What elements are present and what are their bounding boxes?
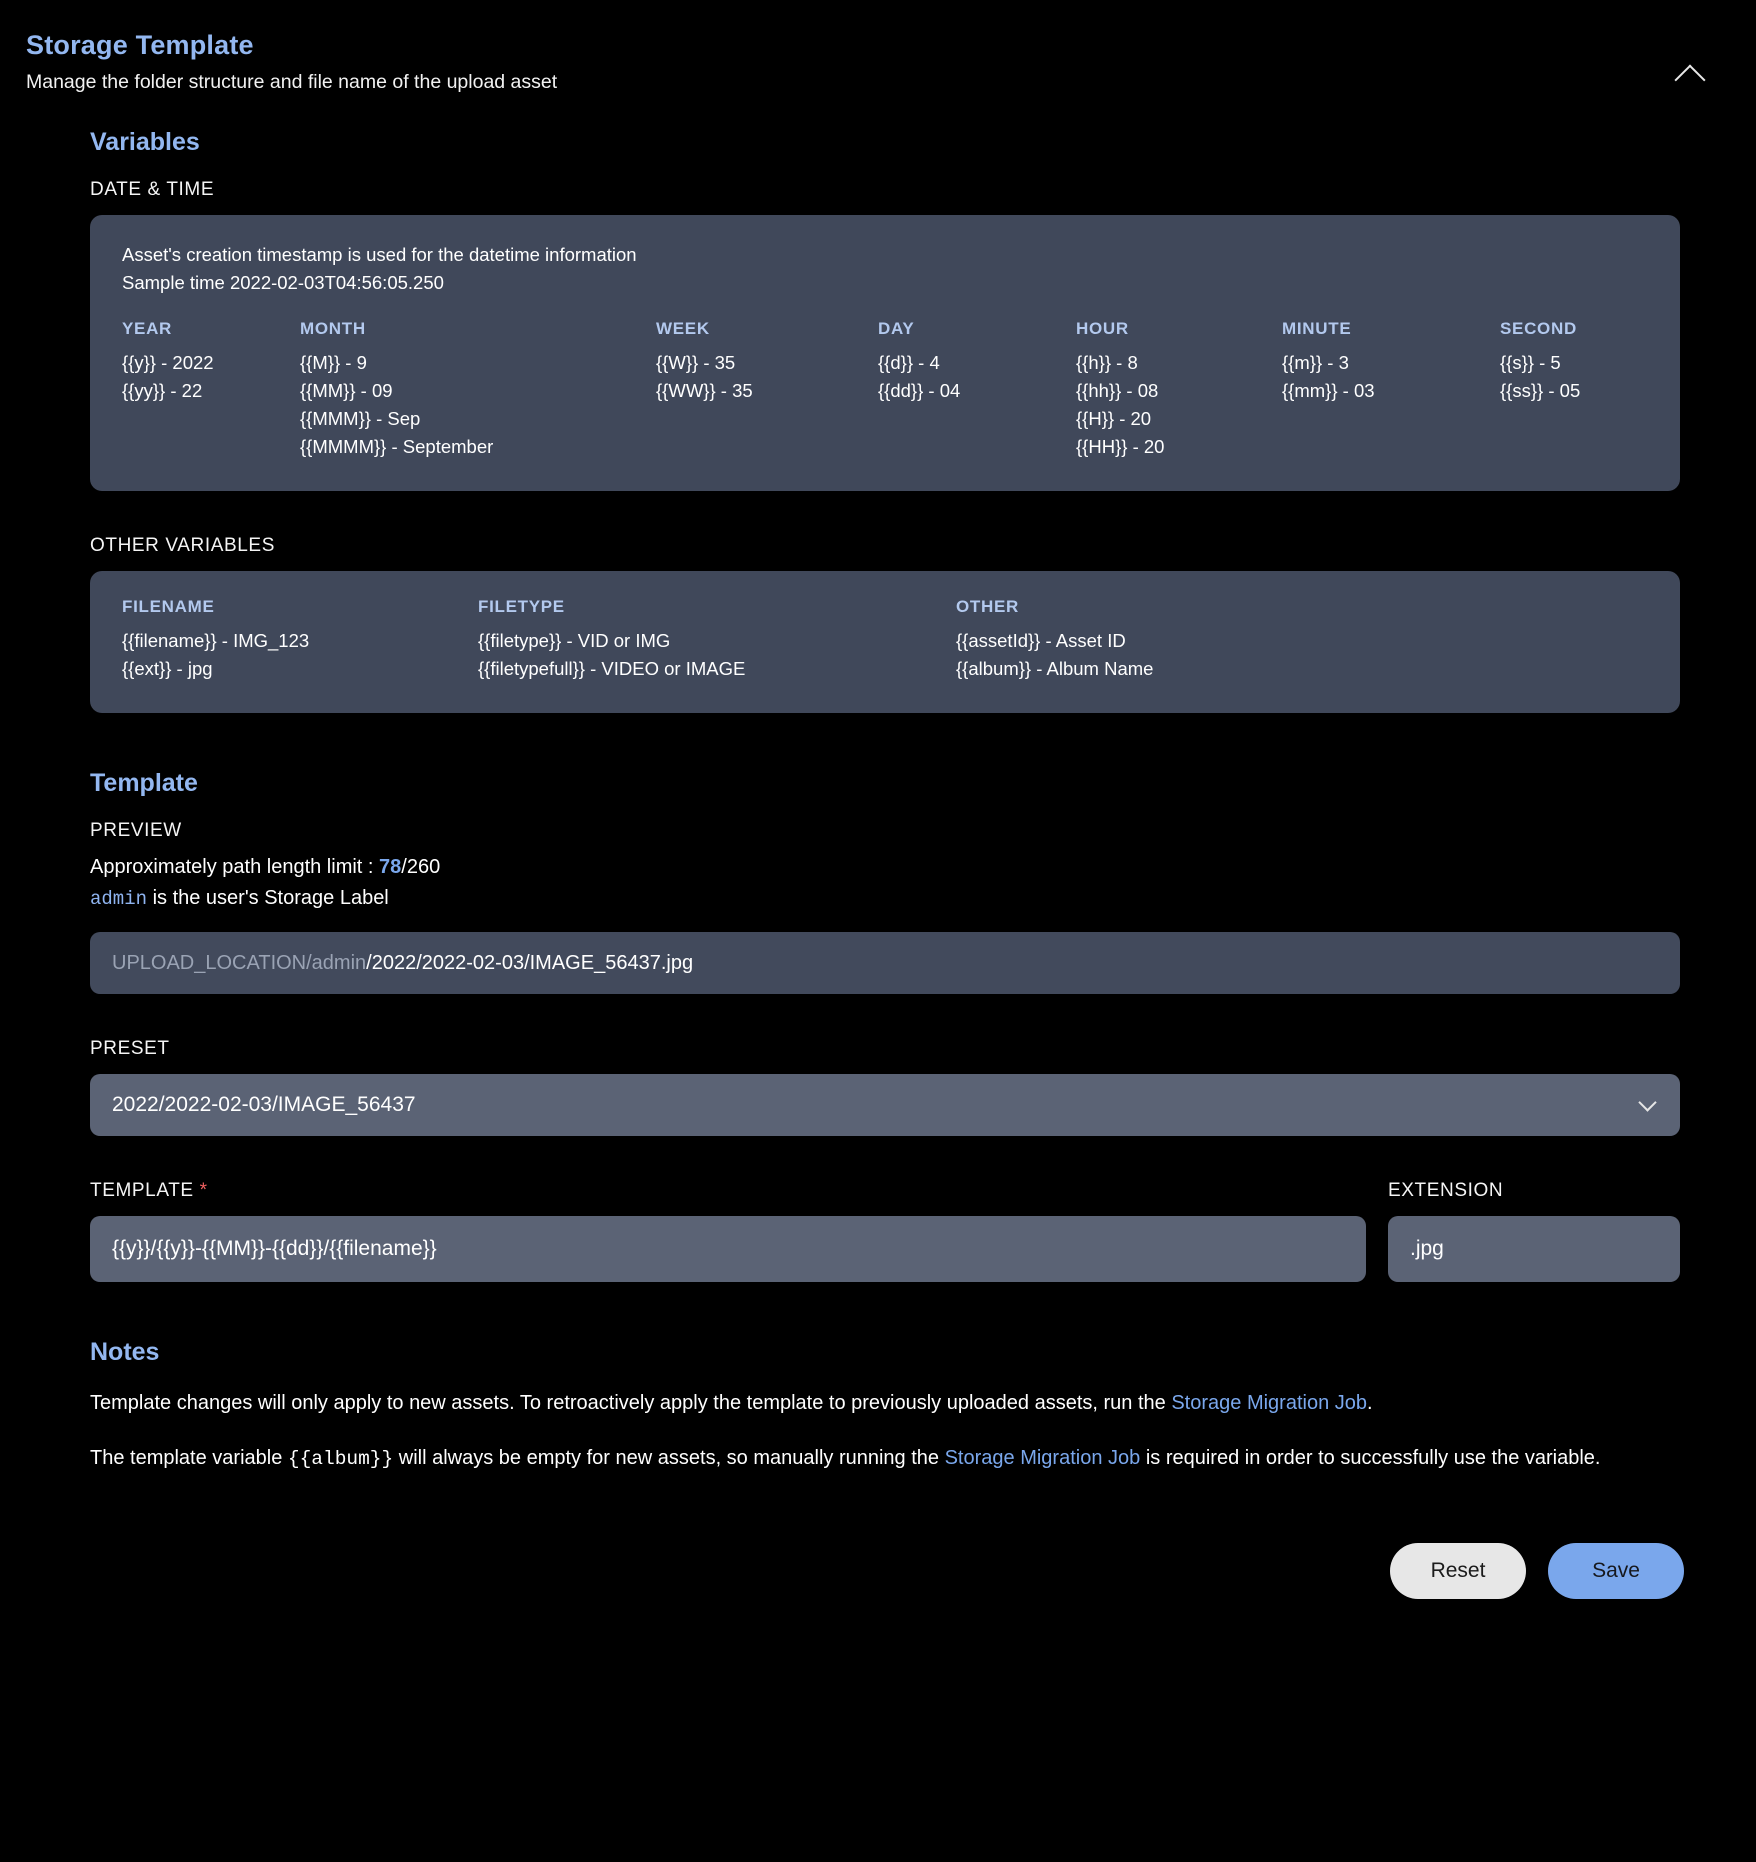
column-header: FILETYPE bbox=[478, 596, 565, 616]
path-limit-suffix: /260 bbox=[401, 856, 441, 879]
variable-item: {{album}} - Album Name bbox=[956, 658, 1154, 680]
template-label bbox=[90, 1180, 1366, 1202]
other-variables-label: OTHER VARIABLES bbox=[90, 534, 275, 556]
storage-migration-job-link[interactable]: Storage Migration Job bbox=[944, 1447, 1141, 1470]
storage-label-line bbox=[90, 887, 1680, 910]
storage-label-text: is the user's Storage Label bbox=[147, 887, 389, 910]
save-button[interactable]: Save bbox=[1548, 1543, 1684, 1599]
path-limit-value: 78 bbox=[379, 856, 402, 879]
variable-column-minute bbox=[1282, 319, 1500, 461]
notes-p2-text1: The template variable bbox=[90, 1447, 288, 1470]
variable-item: {{ext}} - jpg bbox=[122, 658, 213, 680]
preview-label: PREVIEW bbox=[90, 820, 182, 842]
datetime-note-line1: Asset's creation timestamp is used for the datetime information bbox=[122, 244, 637, 265]
chevron-up-glyph bbox=[1674, 64, 1705, 95]
variables-section-title: Variables bbox=[90, 128, 200, 156]
variable-item: {{m}} - 3 bbox=[1282, 351, 1349, 373]
variable-item: {{filename}} - IMG_123 bbox=[122, 629, 310, 651]
variable-item: {{mm}} - 03 bbox=[1282, 379, 1375, 401]
datetime-columns bbox=[122, 319, 1648, 461]
storage-migration-job-link[interactable]: Storage Migration Job bbox=[1171, 1392, 1368, 1415]
variable-item: {{filetype}} - VID or IMG bbox=[478, 629, 671, 651]
variable-item: {{yy}} - 22 bbox=[122, 379, 203, 401]
column-header: FILENAME bbox=[122, 596, 215, 616]
column-header: WEEK bbox=[656, 318, 710, 338]
variable-item: {{W}} - 35 bbox=[656, 351, 736, 373]
panel-footer bbox=[26, 1543, 1720, 1633]
variable-column-other bbox=[956, 597, 1648, 683]
column-header: SECOND bbox=[1500, 318, 1577, 338]
storage-label-name: admin bbox=[90, 888, 148, 911]
preview-path-box bbox=[90, 932, 1680, 994]
preview-path-prefix: UPLOAD_LOCATION/admin bbox=[112, 951, 367, 974]
template-field-group bbox=[90, 1180, 1366, 1282]
variable-item: {{MMM}} - Sep bbox=[300, 407, 421, 429]
variable-item: {{WW}} - 35 bbox=[656, 379, 753, 401]
variable-item: {{MM}} - 09 bbox=[300, 379, 393, 401]
column-header: MONTH bbox=[300, 318, 366, 338]
album-variable: {{album}} bbox=[287, 1448, 394, 1471]
notes-paragraph-1 bbox=[90, 1389, 1680, 1418]
variable-item: {{h}} - 8 bbox=[1076, 351, 1138, 373]
variable-item: {{H}} - 20 bbox=[1076, 407, 1152, 429]
path-length-limit bbox=[90, 856, 1680, 879]
notes-p1-text2: . bbox=[1367, 1392, 1373, 1415]
variable-item: {{HH}} - 20 bbox=[1076, 435, 1165, 457]
extension-input[interactable] bbox=[1388, 1216, 1680, 1282]
datetime-label: DATE & TIME bbox=[90, 179, 215, 200]
variable-column-second bbox=[1500, 319, 1648, 461]
variable-item: {{hh}} - 08 bbox=[1076, 379, 1159, 401]
path-limit-prefix: Approximately path length limit : bbox=[90, 856, 380, 879]
variable-item: {{filetypefull}} - VIDEO or IMAGE bbox=[478, 658, 746, 680]
required-marker: * bbox=[199, 1180, 208, 1202]
notes-p2-text2: will always be empty for new assets, so manually running the bbox=[393, 1447, 945, 1470]
variable-column-year bbox=[122, 319, 300, 461]
variable-item: {{assetId}} - Asset ID bbox=[956, 629, 1126, 651]
datetime-note-line2: Sample time 2022-02-03T04:56:05.250 bbox=[122, 271, 444, 293]
variable-item: {{s}} - 5 bbox=[1500, 351, 1561, 373]
column-header: MINUTE bbox=[1282, 318, 1352, 338]
notes-section-title: Notes bbox=[90, 1338, 160, 1367]
notes-p2-text3: is required in order to successfully use the variable. bbox=[1140, 1447, 1601, 1470]
variable-item: {{M}} - 9 bbox=[300, 351, 367, 373]
template-input[interactable] bbox=[90, 1216, 1366, 1282]
variable-item: {{MMMM}} - September bbox=[300, 435, 494, 457]
reset-button[interactable]: Reset bbox=[1390, 1543, 1526, 1599]
chevron-down-icon bbox=[1638, 1093, 1656, 1111]
extension-label: EXTENSION bbox=[1388, 1180, 1504, 1202]
variable-column-week bbox=[656, 319, 878, 461]
datetime-variables-card bbox=[90, 215, 1680, 491]
column-header: DAY bbox=[878, 318, 915, 338]
panel-header bbox=[26, 30, 1720, 94]
variable-item: {{dd}} - 04 bbox=[878, 379, 961, 401]
other-variables-card bbox=[90, 571, 1680, 713]
column-header: YEAR bbox=[122, 318, 173, 338]
chevron-up-icon[interactable] bbox=[1668, 54, 1712, 98]
variable-column-filename bbox=[122, 597, 478, 683]
variable-column-month bbox=[300, 319, 656, 461]
other-variables-columns bbox=[122, 597, 1648, 683]
notes-p1-text1: Template changes will only apply to new assets. To retroactively apply the template to previously uploaded assets, run the bbox=[90, 1392, 1172, 1415]
preset-label: PRESET bbox=[90, 1038, 170, 1060]
notes-paragraph-2 bbox=[90, 1444, 1680, 1473]
preview-path-value: /2022/2022-02-03/IMAGE_56437.jpg bbox=[366, 951, 694, 974]
variable-column-day bbox=[878, 319, 1076, 461]
panel-body bbox=[26, 128, 1720, 1473]
column-header: HOUR bbox=[1076, 318, 1129, 338]
preset-select[interactable] bbox=[90, 1074, 1680, 1136]
variable-item: {{d}} - 4 bbox=[878, 351, 940, 373]
datetime-note bbox=[122, 241, 1648, 297]
variable-column-hour bbox=[1076, 319, 1282, 461]
template-extension-row bbox=[90, 1180, 1680, 1282]
variable-column-filetype bbox=[478, 597, 956, 683]
template-section-title: Template bbox=[90, 769, 198, 798]
extension-field-group bbox=[1388, 1180, 1680, 1282]
template-label-text: TEMPLATE bbox=[90, 1180, 194, 1202]
variable-item: {{ss}} - 05 bbox=[1500, 379, 1581, 401]
column-header: OTHER bbox=[956, 596, 1019, 616]
variable-item: {{y}} - 2022 bbox=[122, 351, 214, 373]
page-subtitle: Manage the folder structure and file name of the upload asset bbox=[26, 71, 558, 93]
preset-selected-value: 2022/2022-02-03/IMAGE_56437 bbox=[112, 1093, 416, 1117]
page-title: Storage Template bbox=[26, 30, 254, 60]
